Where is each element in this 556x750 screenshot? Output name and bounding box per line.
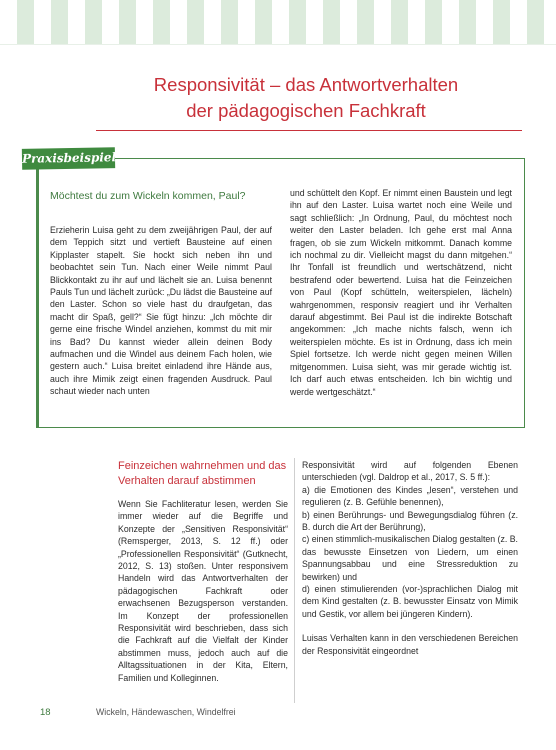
example-text-left: Erzieherin Luisa geht zu dem zweijährigen Paul, der auf dem Teppich sitzt und vertieft Bausteine auf einen Kipplaster stapelt. Sie hockt sich neben ihn und beobachtet sein Tun. Nach einer Weile nimmt Paul Blickkontakt zu ihr auf und lächelt sie an. Luisa benennt Pauls Tun und lächelt zurück: „Du lädst die Bausteine auf den Laster. Schon so viele hast du draufgetan, das macht dir Spaß, gell?“ Sie fügt hinzu: „Ich möchte dir gerne eine frische Windel anziehen, kommst du mit mir ins Bad? Du kannst wieder allein deinen Body aufmachen und die Windel aus deinem Fach holen, wie gestern auch.“ Luisa breitet einladend ihre Hände aus, auch ihre Mimik zeigt einen fragenden Ausdruck. Paul schaut wieder nach unten bbox=[50, 225, 272, 397]
example-box-tab: Praxisbeispiel bbox=[22, 147, 115, 170]
body-col2 bbox=[302, 459, 518, 657]
top-stripe-border bbox=[0, 0, 556, 45]
section-heading: Feinzeichen wahrnehmen und das Verhalten darauf abstimmen bbox=[118, 460, 287, 487]
page-title bbox=[96, 72, 516, 124]
example-question: Möchtest du zum Wickeln kommen, Paul? bbox=[50, 190, 246, 202]
title-underline bbox=[96, 130, 522, 131]
page-number: 18 bbox=[40, 707, 51, 718]
title-line-1: Responsivität – das Antwortverhalten bbox=[153, 74, 459, 95]
col2-outro: Luisas Verhalten kann in den verschiedenen Bereichen der Responsivität eingeordnet bbox=[302, 633, 518, 656]
running-footer: Wickeln, Händewaschen, Windelfrei bbox=[96, 707, 236, 717]
column-divider bbox=[294, 458, 295, 703]
example-text-right: und schüttelt den Kopf. Er nimmt einen Baustein und legt ihn auf den Laster. Luisa wartet noch eine Weile und sagt schließlich: „In Ordnung, Paul, du möchtest noch weiter den Laster beladen. Ich gehe erst mal Anna fragen, ob sie zum Wickeln mitkommt. Danach komme ich nochmal zu dir. Vielleicht magst du dann mitgehen.“ Ihr Tonfall ist freundlich und wertschätzend, nicht bestrafend oder bewertend. Luisa hat die Feinzeichen von Paul (Kopf schütteln, weiterspielen, lächeln) wahrgenommen, responsiv reagiert und ihr Verhalten darauf abgestimmt. Bei Paul ist die indirekte Botschaft angekommen: „Ich mache nichts falsch, wenn ich weiterspielen möchte. Es ist in Ordnung, dass ich mein Spiel fortsetze. Ich werde nicht gegen meinen Willen mitgenommen. Luisa sieht, was mir gerade wichtig ist. Ich darf auch etwas entscheiden. Ich bin wichtig und werde wertgeschätzt.“ bbox=[290, 188, 512, 397]
body-col1: Wenn Sie Fachliteratur lesen, werden Sie immer wieder auf die Begriffe und Konzepte der „Sensitiven Responsivität“ (Remsperger, 2013, S. 12 ff.) oder „Professionellen Responsivität“ (Gutknecht, 2012, S. 13) stoßen. Unter responsivem Handeln wird das Antwortverhalten der pädagogischen Fachkraft oder erwachsenen Bezugsperson verstanden. Im Konzept der professionellen Responsivität wird beschrieben, dass sich die Fachkraft auf die Vielfalt der Kinder abstimmen muss, jedoch auch auf die Alltagssituationen in der Kita, Eltern, Familien und Kolleginnen. bbox=[118, 499, 288, 683]
col2-intro: Responsivität wird auf folgenden Ebenen unterschieden (vgl. Daldrop et al., 2017, S. 5 ff.): bbox=[302, 460, 518, 483]
title-line-2: der pädagogischen Fachkraft bbox=[186, 100, 426, 121]
col2-item-d: d) einen stimulierenden (vor-)sprachlichen Dialog mit dem Kind gestalten (z. B. bewusster Einsatz von Mimik und Gestik, vor allem bei jüngeren Kindern). bbox=[302, 584, 518, 619]
col2-item-b: b) einen Berührungs- und Bewegungsdialog führen (z. B. durch die Art der Berührung), bbox=[302, 509, 518, 533]
col2-item-c: c) einen stimmlich-musikalischen Dialog gestalten (z. B. das bewusste Einsetzen von Liedern, um einen Spannungsabbau und eine Stressreduktion zu bewirken) und bbox=[302, 534, 518, 582]
example-box-accent-bar bbox=[36, 168, 39, 427]
col2-item-a: a) die Emotionen des Kindes „lesen“, verstehen und regulieren (z. B. Gefühle benennen), bbox=[302, 484, 518, 508]
